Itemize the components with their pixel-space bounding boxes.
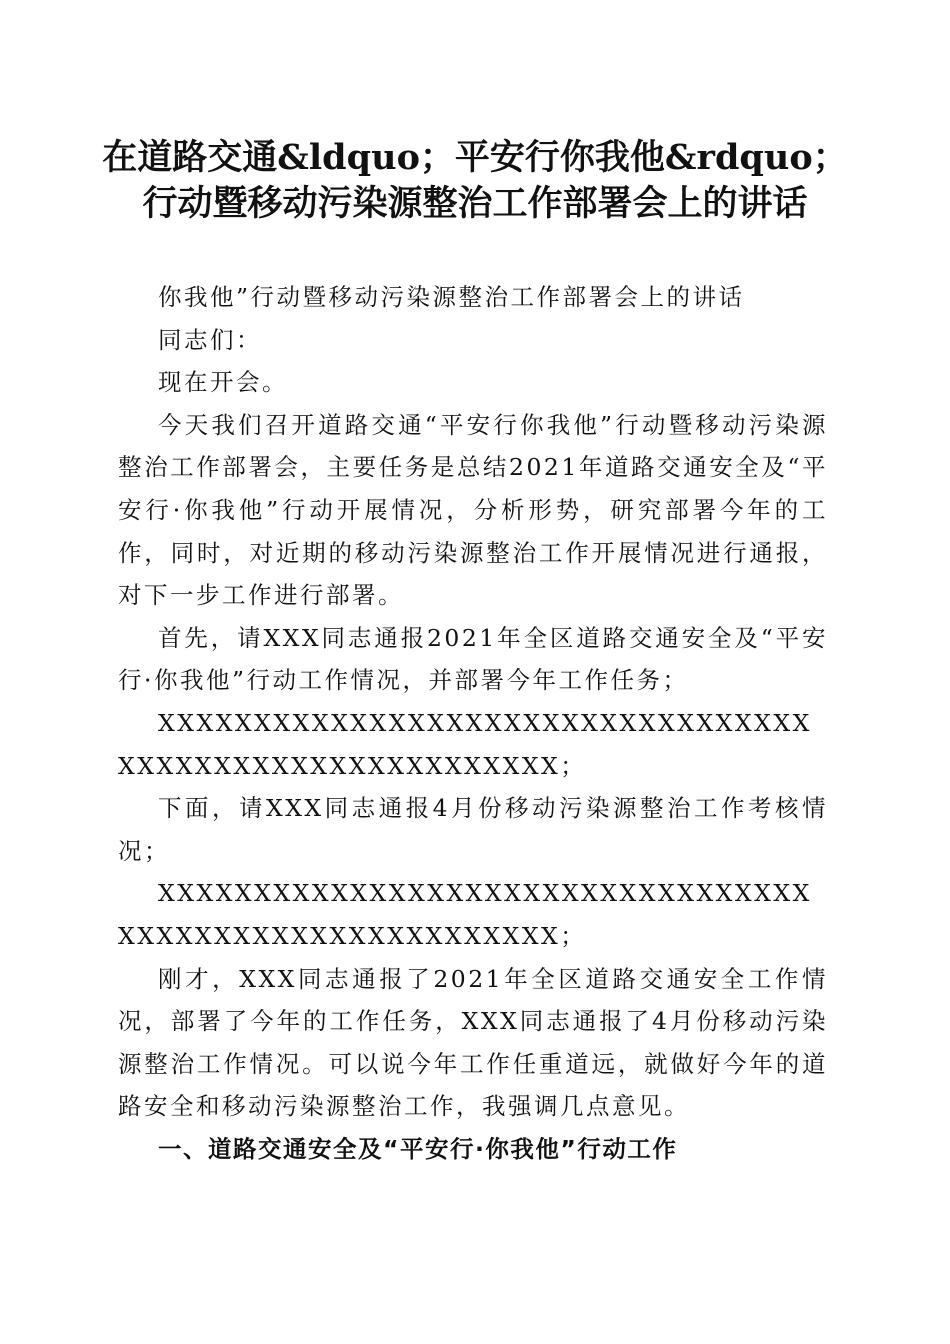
document-title-line-2: 行动暨移动污染源整治工作部署会上的讲话: [142, 183, 808, 224]
paragraph-second-report: 下面，请XXX同志通报4月份移动污染源整治工作考核情况；: [118, 794, 828, 865]
paragraph-salutation: 同志们：: [158, 325, 262, 354]
document-title-line-1: 在道路交通&ldquo；平安行你我他&rdquo；: [102, 137, 848, 178]
paragraph-summary: 刚才，XXX同志通报了2021年全区道路交通安全工作情况，部署了今年的工作任务，XXX同志通报了4月份移动污染源整治工作情况。可以说今年工作任重道远，就做好今年的道路安全和移动污染源整治工作，我强调几点意见。: [118, 964, 828, 1121]
paragraph-purpose: 今天我们召开道路交通“平安行你我他”行动暨移动污染源整治工作部署会，主要任务是总结2021年道路交通安全及“平安行·你我他”行动开展情况，分析形势，研究部署今年的工作，同时，对近期的移动污染源整治工作开展情况进行通报，对下一步工作进行部署。: [118, 410, 828, 610]
paragraph-placeholder-1: XXXXXXXXXXXXXXXXXXXXXXXXXXXXXXXXXXXXXXXXXXXXXXXXXXXXXXXXX；: [118, 708, 812, 780]
document-body: [118, 276, 828, 1170]
paragraph-opening: 现在开会。: [158, 368, 288, 397]
section-heading-1: 一、道路交通安全及“平安行·你我他”行动工作: [158, 1134, 678, 1163]
paragraph-first-report: 首先，请XXX同志通报2021年全区道路交通安全及“平安行·你我他”行动工作情况，并部署今年工作任务；: [118, 623, 828, 695]
paragraph-placeholder-2: XXXXXXXXXXXXXXXXXXXXXXXXXXXXXXXXXXXXXXXXXXXXXXXXXXXXXXXXX；: [118, 879, 812, 950]
paragraph-subtitle-echo: 你我他”行动暨移动污染源整治工作部署会上的讲话: [158, 283, 745, 311]
